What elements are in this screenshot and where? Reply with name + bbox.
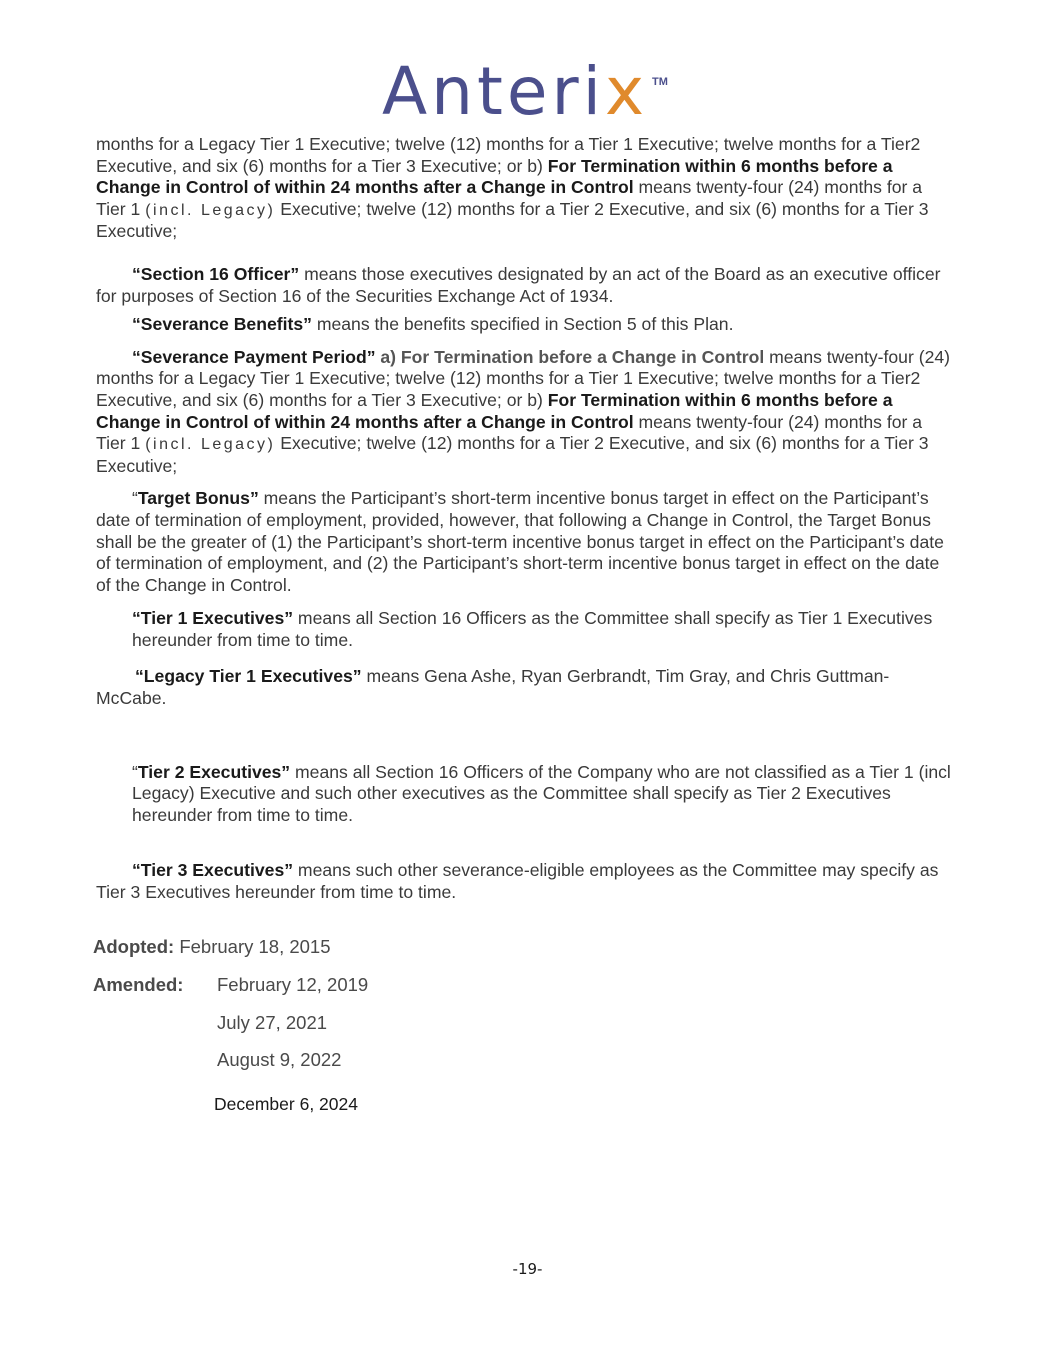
logo-trademark: TM — [652, 76, 668, 88]
continued-paragraph: months for a Legacy Tier 1 Executive; twelve (12) months for a Tier 1 Executive; twelve months for a Tier2 Executive, and six (6) months for a Tier 3 Executive; or b) For Termination within 6 months before a Change in Control of within 24 months after a Change in Control means twenty-four (24) months for a Tier 1 (incl. Legacy) Executive; twelve (12) months for a Tier 2 Executive, and six (6) months for a Tier 3 Executive; — [96, 134, 929, 242]
definition-severance-benefits: “Severance Benefits” means the benefits specified in Section 5 of this Plan. — [132, 314, 734, 335]
page-number: -19- — [512, 1260, 543, 1278]
definition-target-bonus: “Target Bonus” means the Participant’s short-term incentive bonus target in effect on the Participant’s date of termination of employment, provided, however, that following a Change in Control, the Target Bonus shall be the greater of (1) the Participant’s short-term incentive bonus target in effect on the Participant’s date of termination of employment, and (2) the Participant’s short-term incentive bonus target in effect on the date of the Change in Control. — [96, 488, 944, 595]
amended-date: December 6, 2024 — [214, 1094, 358, 1114]
amended-date: February 12, 2019 — [217, 974, 369, 995]
definition-legacy-tier-1-executives: “Legacy Tier 1 Executives” means Gena Ashe, Ryan Gerbrandt, Tim Gray, and Chris Guttman-McCabe. — [96, 666, 890, 709]
amended-date: July 27, 2021 — [217, 1012, 328, 1033]
amended-date: August 9, 2022 — [217, 1049, 342, 1070]
definition-tier-3-executives: “Tier 3 Executives” means such other severance-eligible employees as the Committee may specify as Tier 3 Executives hereunder from time to time. — [96, 860, 939, 903]
adopted-row: Adopted: February 18, 2015 — [93, 936, 331, 957]
logo-wordmark: Anterix — [382, 53, 648, 130]
definition-severance-payment-period: “Severance Payment Period” a) For Termination before a Change in Control means twenty-four (24) months for a Legacy Tier 1 Executive; twelve (12) months for a Tier 1 Executive; twelve months for a Tier2 Executive, and six (6) months for a Tier 3 Executive; or b) For Termination within 6 months before a Change in Control of within 24 months after a Change in Control means twenty-four (24) months for a Tier 1 (incl. Legacy) Executive; twelve (12) months for a Tier 2 Executive, and six (6) months for a Tier 3 Executive; — [96, 346, 951, 476]
definition-tier-1-executives: “Tier 1 Executives” means all Section 16 Officers as the Committee shall specify as Tier 1 Executives hereunder from time to time. — [132, 608, 933, 650]
definition-section-16-officer: “Section 16 Officer” means those executives designated by an act of the Board as an executive officer for purposes of Section 16 of the Securities Exchange Act of 1934. — [96, 263, 941, 306]
document-body — [96, 134, 954, 904]
amended-label: Amended: — [93, 974, 184, 995]
definition-tier-2-executives: “Tier 2 Executives” means all Section 16 Officers of the Company who are not classified as a Tier 1 (incl Legacy) Executive and such other executives as the Committee shall specify as Tier 2 Executives hereunder from time to time. — [132, 761, 951, 825]
company-logo — [382, 52, 682, 132]
